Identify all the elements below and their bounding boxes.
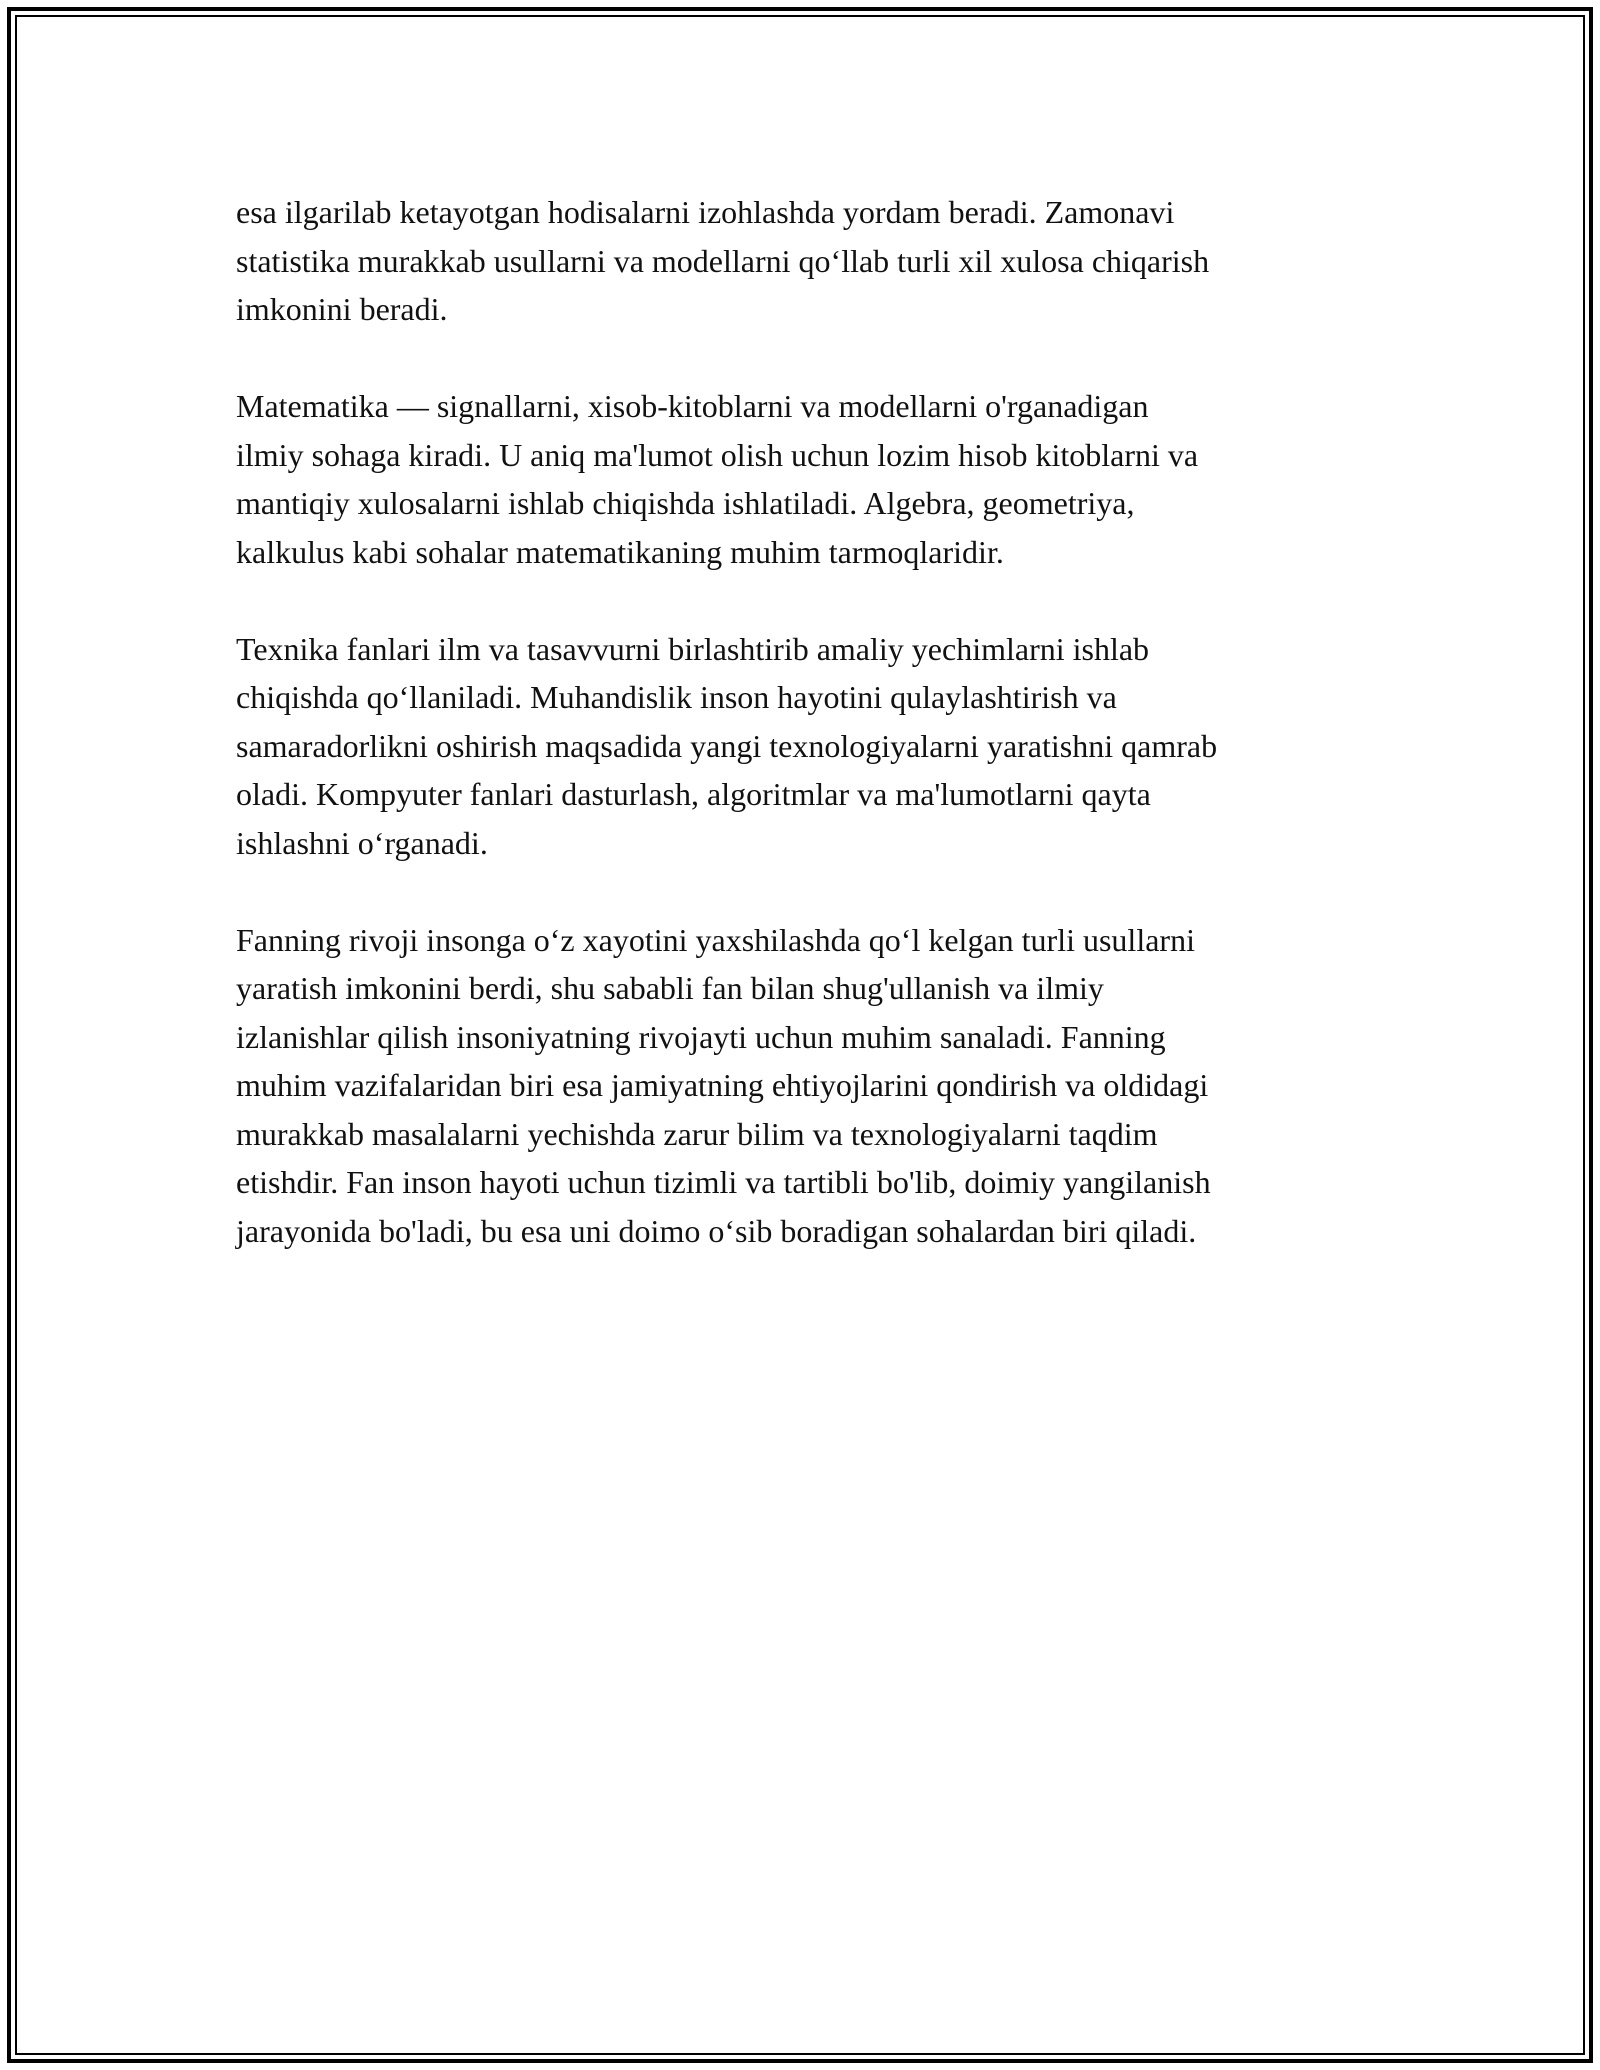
- text-line: murakkab masalalarni yechishda zarur bilim va texnologiyalarni taqdim: [236, 1115, 1158, 1152]
- text-line: ishlashni o‘rganadi.: [236, 824, 488, 861]
- paragraph-mathematics: [236, 382, 1370, 576]
- text-line: etishdir. Fan inson hayoti uchun tizimli va tartibli bo'lib, doimiy yangilanish: [236, 1164, 1211, 1200]
- text-line: oladi. Kompyuter fanlari dasturlash, algoritmlar va ma'lumotlarni qayta: [236, 776, 1151, 812]
- text-line: kalkulus kabi sohalar matematikaning muhim tarmoqlaridir.: [236, 533, 1004, 570]
- text-line: jarayonida bo'ladi, bu esa uni doimo o‘sib boradigan sohalardan biri qiladi.: [236, 1212, 1197, 1249]
- paragraph-engineering: [236, 625, 1370, 868]
- text-line: samaradorlikni oshirish maqsadida yangi texnologiyalarni yaratishni qamrab: [236, 727, 1218, 764]
- document-body: [236, 188, 1370, 1304]
- text-line: chiqishda qo‘llaniladi. Muhandislik inson hayotini qulaylashtirish va: [236, 679, 1117, 715]
- text-line: ilmiy sohaga kiradi. U aniq ma'lumot olish uchun lozim hisob kitoblarni va: [236, 436, 1199, 473]
- text-line: Matematika — signallarni, xisob-kitoblarni va modellarni o'rganadigan: [236, 388, 1149, 424]
- text-line: statistika murakkab usullarni va modellarni qo‘llab turli xil xulosa chiqarish: [236, 242, 1210, 279]
- text-line: Texnika fanlari ilm va tasavvurni birlashtirib amaliy yechimlarni ishlab: [236, 630, 1150, 667]
- text-line: Fanning rivoji insonga o‘z xayotini yaxshilashda qo‘l kelgan turli usullarni: [236, 921, 1195, 958]
- text-line: izlanishlar qilish insoniyatning rivojayti uchun muhim sanaladi. Fanning: [236, 1018, 1166, 1055]
- text-line: muhim vazifalaridan biri esa jamiyatning ehtiyojlarini qondirish va oldidagi: [236, 1067, 1209, 1103]
- paragraph-science-development: [236, 916, 1370, 1256]
- text-line: mantiqiy xulosalarni ishlab chiqishda ishlatiladi. Algebra, geometriya,: [236, 485, 1135, 521]
- text-line: yaratish imkonini berdi, shu sababli fan bilan shug'ullanish va ilmiy: [236, 970, 1104, 1006]
- text-line: imkonini beradi.: [236, 291, 448, 327]
- paragraph-statistics: [236, 188, 1370, 334]
- text-line: esa ilgarilab ketayotgan hodisalarni izohlashda yordam beradi. Zamonavi: [236, 194, 1175, 230]
